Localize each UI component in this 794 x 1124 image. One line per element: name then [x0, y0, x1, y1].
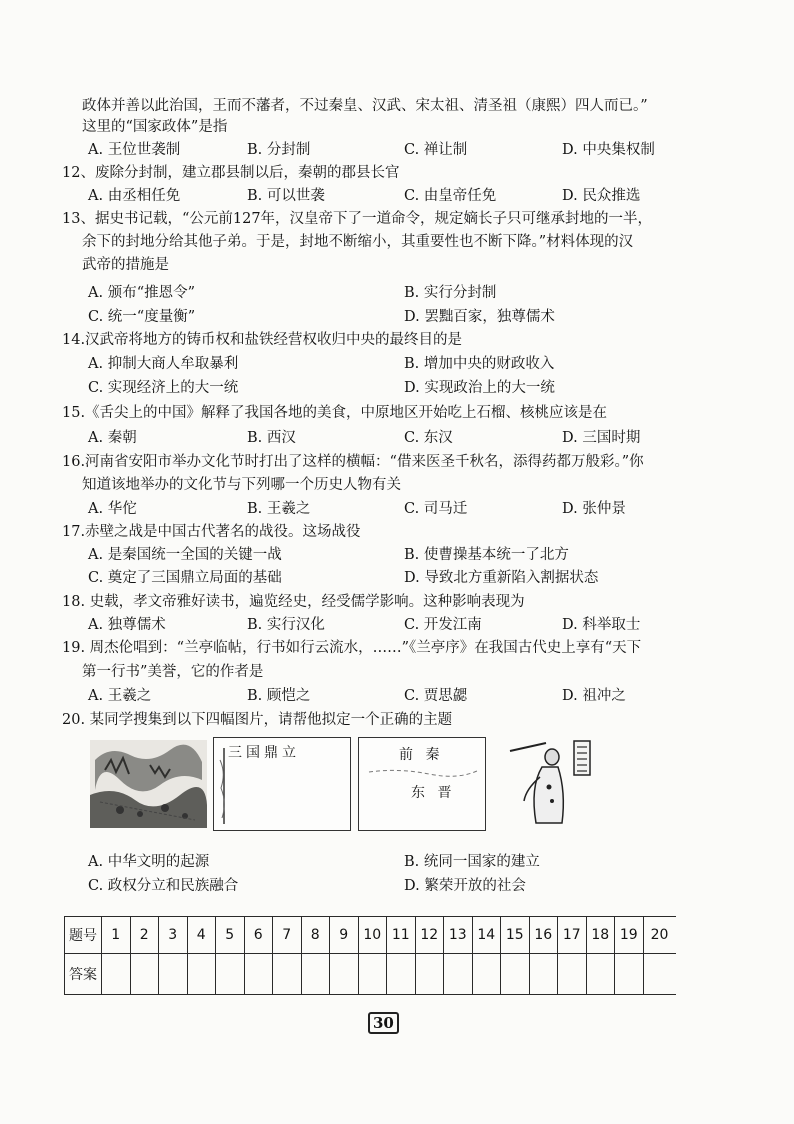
q17-option-c: C. 奠定了三国鼎立局面的基础: [88, 570, 282, 586]
question-number-cell: 14: [472, 917, 501, 954]
q20-option-a: A. 中华文明的起源: [88, 854, 210, 870]
question-number-cell: 5: [216, 917, 245, 954]
q16-option-d: D. 张仲景: [562, 501, 626, 517]
q15-option-a: A. 秦朝: [88, 430, 137, 446]
q16-option-a: A. 华佗: [88, 501, 137, 517]
q13-option-b: B. 实行分封制: [404, 285, 497, 301]
q15-option-c: C. 东汉: [404, 430, 453, 446]
q16-option-c: C. 司马迁: [404, 501, 468, 517]
map-icon: [214, 738, 350, 830]
answer-cell[interactable]: [472, 954, 501, 995]
question-number-cell: 16: [529, 917, 558, 954]
q20-option-b: B. 统同一国家的建立: [404, 854, 540, 870]
page-number: 30: [368, 1012, 399, 1034]
q15-option-d: D. 三国时期: [562, 430, 641, 446]
q14-option-b: B. 增加中央的财政收入: [404, 356, 555, 372]
q20-image-qianqin-dongjin-map: [358, 737, 486, 831]
answer-cell[interactable]: [159, 954, 188, 995]
q17-option-b: B. 使曹操基本统一了北方: [404, 547, 569, 563]
question-number-cell: 3: [159, 917, 188, 954]
q11-option-a: A. 王位世袭制: [88, 142, 181, 158]
question-number-cell: 9: [330, 917, 359, 954]
question-number-cell: 7: [273, 917, 302, 954]
q19-option-d: D. 祖冲之: [562, 688, 626, 704]
q20-image-figure-portrait: [496, 737, 596, 831]
question-number-cell: 10: [358, 917, 387, 954]
q16-option-b: B. 王羲之: [247, 501, 311, 517]
q13-option-d: D. 罢黜百家，独尊儒术: [404, 309, 555, 325]
q16-line2: 知道该地举办的文化节与下列哪一个历史人物有关: [82, 477, 401, 493]
q15-option-b: B. 西汉: [247, 430, 296, 446]
q14-stem: 14.汉武帝将地方的铸币权和盐铁经营权收归中央的最终目的是: [62, 332, 463, 348]
q20-option-c: C. 政权分立和民族融合: [88, 878, 239, 894]
q20-image-three-kingdoms-map: [213, 737, 351, 831]
question-number-cell: 6: [244, 917, 273, 954]
answer-table: [64, 916, 676, 995]
answer-table-answer-row: [65, 954, 676, 995]
answer-cell[interactable]: [301, 954, 330, 995]
q17-option-d: D. 导致北方重新陷入割据状态: [404, 570, 599, 586]
q12-option-a: A. 由丞相任免: [88, 188, 181, 204]
three-kingdoms-title: 三国鼎立: [228, 745, 300, 761]
q14-option-d: D. 实现政治上的大一统: [404, 380, 555, 396]
question-number-cell: 11: [387, 917, 416, 954]
q11-option-b: B. 分封制: [247, 142, 311, 158]
answer-cell[interactable]: [501, 954, 530, 995]
q18-option-a: A. 独尊儒术: [88, 617, 166, 633]
map-border-icon: [359, 738, 485, 830]
question-number-cell: 13: [444, 917, 473, 954]
q12-option-c: C. 由皇帝任免: [404, 188, 497, 204]
dongjin-label: 东 晋: [411, 785, 456, 801]
answer-table-number-row: [65, 917, 676, 954]
q12-option-d: D. 民众推选: [562, 188, 641, 204]
figure-portrait-icon: [496, 737, 596, 831]
q15-stem: 15.《舌尖上的中国》解释了我国各地的美食，中原地区开始吃上石榴、核桃应该是在: [62, 405, 608, 421]
q19-line2: 第一行书”美誉，它的作者是: [82, 664, 264, 680]
q19-option-b: B. 顾恺之: [247, 688, 311, 704]
answer-cell[interactable]: [586, 954, 615, 995]
q18-stem: 18. 史载，孝文帝雅好读书，遍览经史，经受儒学影响。这种影响表现为: [62, 594, 525, 610]
q19-line1: 19. 周杰伦唱到：“兰亭临帖，行书如行云流水，……”《兰亭序》在我国古代史上享有“天下: [62, 640, 642, 656]
answer-cell[interactable]: [273, 954, 302, 995]
answer-cell[interactable]: [444, 954, 473, 995]
answer-cell[interactable]: [415, 954, 444, 995]
q17-option-a: A. 是秦国统一全国的关键一战: [88, 547, 282, 563]
q11-line2: 这里的“国家政体”是指: [82, 119, 228, 135]
q11-option-c: C. 禅让制: [404, 142, 468, 158]
ancient-painting-icon: [90, 740, 207, 828]
question-number-cell: 18: [586, 917, 615, 954]
q13-option-c: C. 统一“度量衡”: [88, 309, 196, 325]
q11-option-d: D. 中央集权制: [562, 142, 655, 158]
answer-cell[interactable]: [244, 954, 273, 995]
question-number-cell: 15: [501, 917, 530, 954]
answer-cell[interactable]: [130, 954, 159, 995]
q12-stem: 12、废除分封制，建立郡县制以后，秦朝的郡县长官: [62, 165, 400, 181]
q13-line2: 余下的封地分给其他子弟。于是，封地不断缩小，其重要性也不断下降。”材料体现的汉: [82, 234, 634, 250]
question-number-cell: 8: [301, 917, 330, 954]
row-label-question-number: 题号: [65, 917, 102, 954]
q13-line3: 武帝的措施是: [82, 257, 169, 273]
answer-cell[interactable]: [643, 954, 676, 995]
question-number-cell: 17: [558, 917, 587, 954]
q18-option-c: C. 开发江南: [404, 617, 482, 633]
q14-option-c: C. 实现经济上的大一统: [88, 380, 239, 396]
question-number-cell: 4: [187, 917, 216, 954]
answer-cell[interactable]: [102, 954, 131, 995]
q12-option-b: B. 可以世袭: [247, 188, 325, 204]
question-number-cell: 12: [415, 917, 444, 954]
answer-cell[interactable]: [558, 954, 587, 995]
q16-line1: 16.河南省安阳市举办文化节时打出了这样的横幅：“借来医圣千秋名，添得药都万般彩。”你: [62, 454, 644, 470]
q18-option-d: D. 科举取士: [562, 617, 641, 633]
answer-cell[interactable]: [216, 954, 245, 995]
q20-option-d: D. 繁荣开放的社会: [404, 878, 526, 894]
q11-line1: 政体并善以此治国，王而不藩者，不过秦皇、汉武、宋太祖、清圣祖（康熙）四人而已。”: [82, 98, 648, 114]
q19-option-a: A. 王羲之: [88, 688, 152, 704]
q20-stem: 20. 某同学搜集到以下四幅图片，请帮他拟定一个正确的主题: [62, 712, 453, 728]
q13-line1: 13、据史书记载，“公元前127年，汉皇帝下了一道命令，规定嫡长子只可继承封地的一半，: [62, 211, 653, 227]
q18-option-b: B. 实行汉化: [247, 617, 325, 633]
answer-cell[interactable]: [358, 954, 387, 995]
q13-option-a: A. 颁布“推恩令”: [88, 285, 196, 301]
q17-stem: 17.赤壁之战是中国古代著名的战役。这场战役: [62, 524, 361, 540]
row-label-answer: 答案: [65, 954, 102, 995]
question-number-cell: 1: [102, 917, 131, 954]
q19-option-c: C. 贾思勰: [404, 688, 468, 704]
question-number-cell: 2: [130, 917, 159, 954]
answer-cell[interactable]: [529, 954, 558, 995]
q20-image-ancient-painting: [90, 740, 207, 828]
answer-cell[interactable]: [615, 954, 644, 995]
answer-cell[interactable]: [187, 954, 216, 995]
answer-cell[interactable]: [387, 954, 416, 995]
answer-cell[interactable]: [330, 954, 359, 995]
q14-option-a: A. 抑制大商人牟取暴利: [88, 356, 239, 372]
qianqin-label: 前 秦: [399, 747, 444, 763]
question-number-cell: 20: [643, 917, 676, 954]
question-number-cell: 19: [615, 917, 644, 954]
